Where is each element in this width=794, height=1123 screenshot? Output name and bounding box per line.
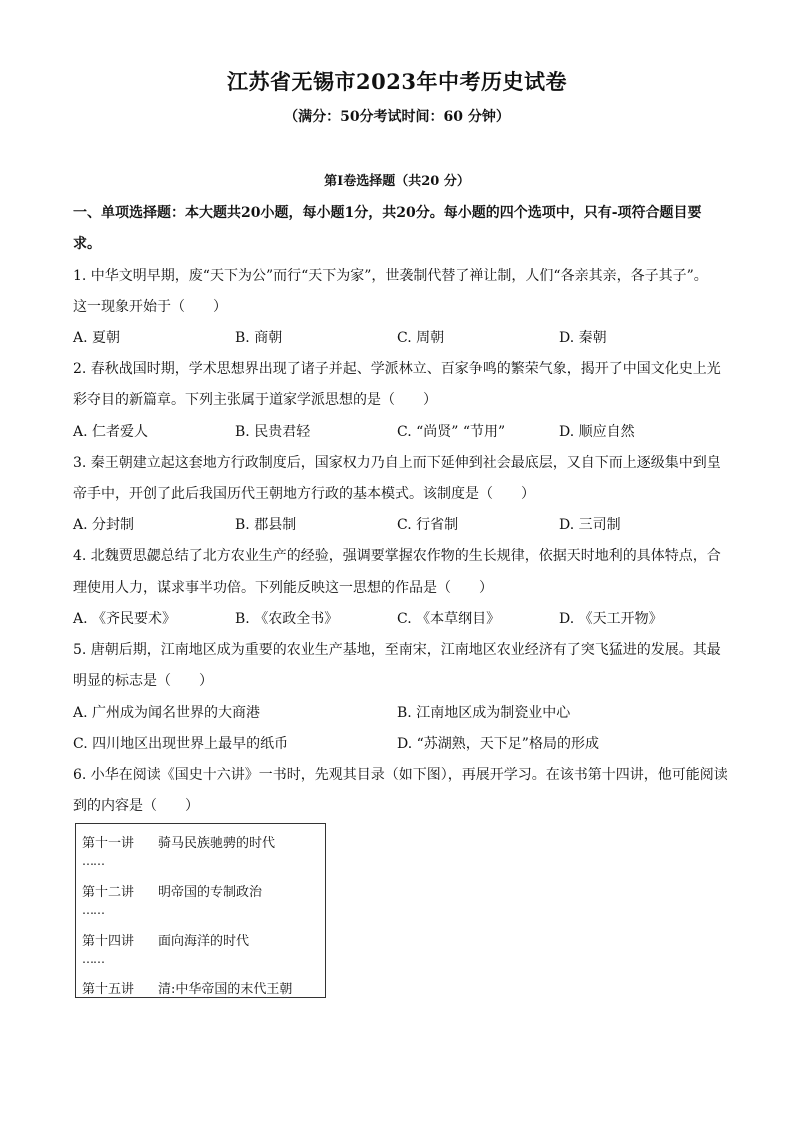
question-3-stem: 3. 秦王朝建立起这套地方行政制度后，国家权力乃自上而下延伸到社会最底层，又自下而上逐级集中到皇 (73, 455, 721, 471)
question-2-option-a[interactable]: A. 仁者爱人 (73, 424, 149, 440)
question-4-option-a[interactable]: A. 《齐民要术》 (73, 611, 177, 627)
question-1-stem: 1. 中华文明早期，废“天下为公”而行“天下为家”，世袭制代替了禅让制，人们“各亲其亲，各子其子”。 (73, 268, 708, 284)
toc-lecture-number: 第十四讲 (82, 934, 135, 949)
question-5-option-d[interactable]: D. “苏湖熟，天下足”格局的形成 (397, 736, 599, 752)
toc-ellipsis: …… (82, 952, 104, 966)
toc-row (82, 832, 275, 851)
toc-lecture-title: 面向海洋的时代 (158, 934, 250, 949)
question-4-stem: 理使用人力，谋求事半功倍。下列能反映这一思想的作品是（ ） (73, 580, 493, 596)
question-2-stem: 彩夺目的新篇章。下列主张属于道家学派思想的是（ ） (73, 392, 437, 408)
question-1-option-b[interactable]: B. 商朝 (235, 330, 283, 346)
section-title: 第I卷选择题（共20 分） (324, 174, 470, 189)
question-4-option-b[interactable]: B. 《农政全书》 (235, 611, 339, 627)
question-5-option-b[interactable]: B. 江南地区成为制瓷业中心 (397, 705, 571, 721)
question-4-option-c[interactable]: C. 《本草纲目》 (397, 611, 501, 627)
question-6-stem: 6. 小华在阅读《国史十六讲》一书时，先观其目录（如下图），再展开学习。在该书第十四讲，他可能阅读 (73, 767, 728, 783)
question-1-option-d[interactable]: D. 秦朝 (559, 330, 607, 346)
question-2-option-d[interactable]: D. 顺应自然 (559, 424, 635, 440)
table-of-contents-box (75, 823, 326, 998)
question-1-option-c[interactable]: C. 周朝 (397, 330, 445, 346)
toc-lecture-title: 明帝国的专制政治 (158, 885, 263, 900)
question-5-stem: 5. 唐朝后期，江南地区成为重要的农业生产基地，至南宋，江南地区农业经济有了突飞猛进的发展。其最 (73, 642, 721, 658)
toc-row (82, 930, 249, 949)
instruction-line: 求。 (73, 236, 101, 252)
question-5-stem: 明显的标志是（ ） (73, 673, 213, 689)
exam-info: （满分：50分考试时间：60 分钟） (284, 109, 510, 125)
toc-lecture-title: 清:中华帝国的末代王朝 (158, 982, 293, 997)
toc-lecture-title: 骑马民族驰骋的时代 (158, 836, 276, 851)
question-2-stem: 2. 春秋战国时期，学术思想界出现了诸子并起、学派林立、百家争鸣的繁荣气象，揭开了中国文化史上光 (73, 361, 721, 377)
page-title: 江苏省无锡市2023年中考历史试卷 (227, 69, 567, 94)
toc-row (82, 881, 262, 900)
question-1-option-a[interactable]: A. 夏朝 (73, 330, 121, 346)
toc-lecture-number: 第十二讲 (82, 885, 135, 900)
toc-lecture-number: 第十一讲 (82, 836, 135, 851)
question-3-stem: 帝手中，开创了此后我国历代王朝地方行政的基本模式。该制度是（ ） (73, 486, 535, 502)
question-3-option-c[interactable]: C. 行省制 (397, 517, 459, 533)
question-4-stem: 4. 北魏贾思勰总结了北方农业生产的经验，强调要掌握农作物的生长规律，依据天时地利的具体特点，合 (73, 548, 721, 564)
question-4-option-d[interactable]: D. 《天工开物》 (559, 611, 663, 627)
question-5-option-a[interactable]: A. 广州成为闻名世界的大商港 (73, 705, 261, 721)
question-5-option-c[interactable]: C. 四川地区出现世界上最早的纸币 (73, 736, 289, 752)
instruction-line: 一、单项选择题：本大题共20小题，每小题1分，共20分。每小题的四个选项中，只有-项符合题目要 (73, 205, 702, 221)
question-3-option-d[interactable]: D. 三司制 (559, 517, 621, 533)
toc-row (82, 978, 292, 997)
toc-ellipsis: …… (82, 854, 104, 868)
question-2-option-b[interactable]: B. 民贵君轻 (235, 424, 311, 440)
question-2-option-c[interactable]: C. “尚贤” “节用” (397, 424, 506, 440)
question-6-stem: 到的内容是（ ） (73, 798, 199, 814)
toc-lecture-number: 第十五讲 (82, 982, 135, 997)
question-1-stem: 这一现象开始于（ ） (73, 299, 227, 315)
toc-ellipsis: …… (82, 903, 104, 917)
question-3-option-a[interactable]: A. 分封制 (73, 517, 135, 533)
question-3-option-b[interactable]: B. 郡县制 (235, 517, 297, 533)
